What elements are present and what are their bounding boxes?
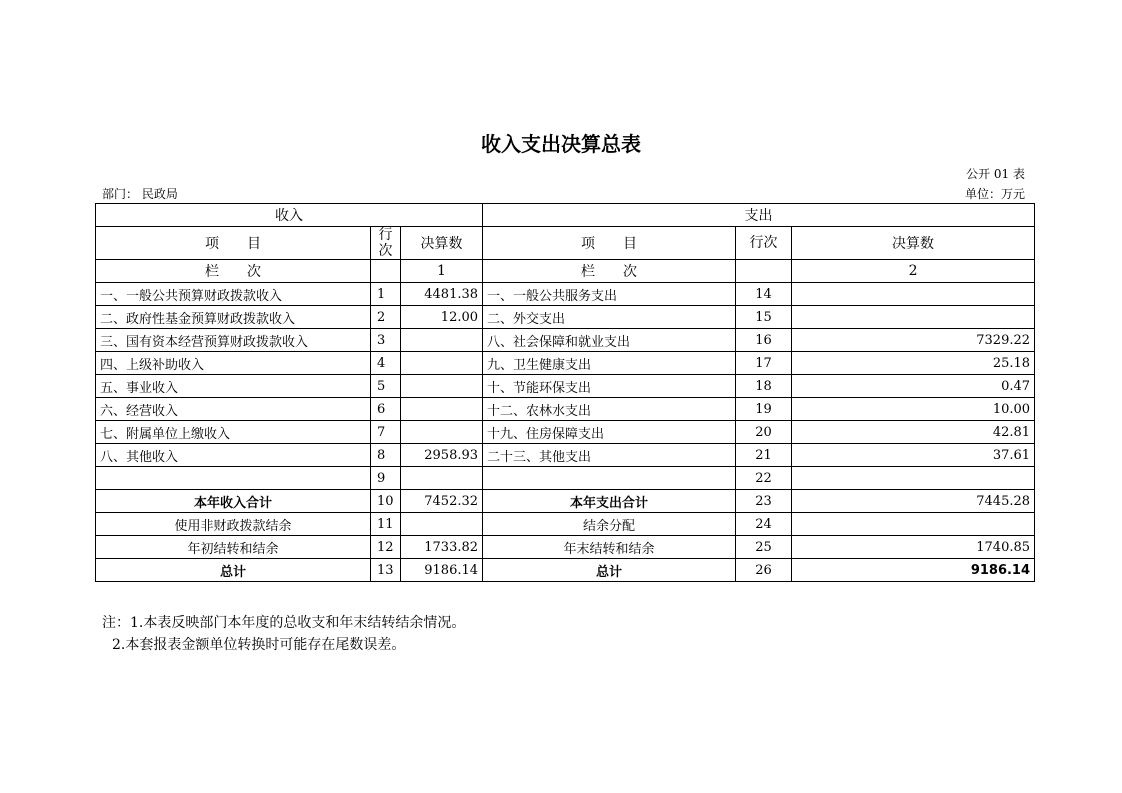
- income-amount: [401, 513, 483, 536]
- income-row-no-header: 行 次: [371, 227, 401, 260]
- column-index-row: [96, 260, 1035, 283]
- expense-item-name: 二、外交支出: [483, 306, 736, 329]
- income-amount: [401, 467, 483, 490]
- expense-amount: [792, 283, 1035, 306]
- income-item-header: 项 目: [96, 227, 371, 260]
- income-row-no: 10: [371, 490, 401, 513]
- expense-amount: 7329.22: [792, 329, 1035, 352]
- expense-amount: 9186.14: [792, 559, 1035, 582]
- expense-row-no: 19: [736, 398, 792, 421]
- income-expense-table: [95, 203, 1035, 582]
- income-item-name: 七、附属单位上缴收入: [96, 421, 371, 444]
- income-row-no: 4: [371, 352, 401, 375]
- expense-amount: [792, 306, 1035, 329]
- income-item-name: 八、其他收入: [96, 444, 371, 467]
- expense-item-name: 十二、农林水支出: [483, 398, 736, 421]
- table-row: [96, 513, 1035, 536]
- table-row: [96, 375, 1035, 398]
- expense-item-name: 总计: [483, 559, 736, 582]
- income-row-no: 7: [371, 421, 401, 444]
- expense-item-name: 九、卫生健康支出: [483, 352, 736, 375]
- income-amount: [401, 352, 483, 375]
- income-col-label: 栏 次: [96, 260, 371, 283]
- income-amount: 12.00: [401, 306, 483, 329]
- income-amount: 4481.38: [401, 283, 483, 306]
- table-row: [96, 559, 1035, 582]
- expense-col-blank: [736, 260, 792, 283]
- expense-item-name: [483, 467, 736, 490]
- expense-row-no: 20: [736, 421, 792, 444]
- income-amount: [401, 398, 483, 421]
- expense-amount: 37.61: [792, 444, 1035, 467]
- expense-section-header: 支出: [483, 204, 1035, 227]
- table-row: [96, 398, 1035, 421]
- income-row-no: 5: [371, 375, 401, 398]
- expense-item-name: 一、一般公共服务支出: [483, 283, 736, 306]
- table-row: [96, 536, 1035, 559]
- income-item-name: 三、国有资本经营预算财政拨款收入: [96, 329, 371, 352]
- expense-item-header: 项 目: [483, 227, 736, 260]
- income-amount: [401, 375, 483, 398]
- note-1: 注：1.本表反映部门本年度的总收支和年末结转结余情况。: [102, 615, 466, 631]
- income-item-name: [96, 467, 371, 490]
- expense-amount: 25.18: [792, 352, 1035, 375]
- income-row-no: 8: [371, 444, 401, 467]
- income-amount: 2958.93: [401, 444, 483, 467]
- expense-row-no: 14: [736, 283, 792, 306]
- income-item-name: 六、经营收入: [96, 398, 371, 421]
- income-amount: 9186.14: [401, 559, 483, 582]
- income-item-name: 使用非财政拨款结余: [96, 513, 371, 536]
- table-row: [96, 467, 1035, 490]
- income-item-name: 二、政府性基金预算财政拨款收入: [96, 306, 371, 329]
- income-row-no: 12: [371, 536, 401, 559]
- income-item-name: 总计: [96, 559, 371, 582]
- expense-item-name: 结余分配: [483, 513, 736, 536]
- income-row-no: 9: [371, 467, 401, 490]
- expense-row-no: 21: [736, 444, 792, 467]
- income-item-name: 年初结转和结余: [96, 536, 371, 559]
- expense-amount: [792, 467, 1035, 490]
- notes: [102, 612, 465, 656]
- expense-row-no: 25: [736, 536, 792, 559]
- expense-amount: 42.81: [792, 421, 1035, 444]
- expense-row-no: 26: [736, 559, 792, 582]
- expense-item-name: 八、社会保障和就业支出: [483, 329, 736, 352]
- column-header-row: [96, 227, 1035, 260]
- expense-item-name: 二十三、其他支出: [483, 444, 736, 467]
- report-title: 收入支出决算总表: [481, 132, 641, 156]
- expense-amount: 7445.28: [792, 490, 1035, 513]
- table-row: [96, 306, 1035, 329]
- expense-item-name: 年末结转和结余: [483, 536, 736, 559]
- income-item-name: 五、事业收入: [96, 375, 371, 398]
- expense-row-no: 17: [736, 352, 792, 375]
- income-row-no: 2: [371, 306, 401, 329]
- income-amount: 1733.82: [401, 536, 483, 559]
- table-row: [96, 490, 1035, 513]
- income-amount-header: 决算数: [401, 227, 483, 260]
- expense-amount: 1740.85: [792, 536, 1035, 559]
- unit-label: 单位：万元: [964, 187, 1025, 201]
- expense-amount: 0.47: [792, 375, 1035, 398]
- expense-row-no: 15: [736, 306, 792, 329]
- expense-col-index: 2: [792, 260, 1035, 283]
- table-row: [96, 352, 1035, 375]
- expense-item-name: 本年支出合计: [483, 490, 736, 513]
- expense-row-no: 23: [736, 490, 792, 513]
- income-section-header: 收入: [96, 204, 483, 227]
- form-number: 公开 01 表: [966, 167, 1025, 181]
- income-row-no: 1: [371, 283, 401, 306]
- income-row-no: 3: [371, 329, 401, 352]
- table-row: [96, 283, 1035, 306]
- income-item-name: 四、上级补助收入: [96, 352, 371, 375]
- income-row-no: 11: [371, 513, 401, 536]
- section-header-row: [96, 204, 1035, 227]
- expense-amount: [792, 513, 1035, 536]
- expense-row-no-header: 行次: [736, 227, 792, 260]
- income-col-blank: [371, 260, 401, 283]
- expense-col-label: 栏 次: [483, 260, 736, 283]
- income-amount: 7452.32: [401, 490, 483, 513]
- expense-item-name: 十九、住房保障支出: [483, 421, 736, 444]
- note-2: 2.本套报表金额单位转换时可能存在尾数误差。: [112, 637, 406, 653]
- expense-row-no: 18: [736, 375, 792, 398]
- income-row-no: 6: [371, 398, 401, 421]
- income-amount: [401, 421, 483, 444]
- table-row: [96, 421, 1035, 444]
- department-label: 部门： 民政局: [102, 187, 178, 201]
- expense-row-no: 22: [736, 467, 792, 490]
- income-item-name: 一、一般公共预算财政拨款收入: [96, 283, 371, 306]
- table-row: [96, 444, 1035, 467]
- expense-amount: 10.00: [792, 398, 1035, 421]
- expense-row-no: 24: [736, 513, 792, 536]
- income-amount: [401, 329, 483, 352]
- table-row: [96, 329, 1035, 352]
- income-col-index: 1: [401, 260, 483, 283]
- income-item-name: 本年收入合计: [96, 490, 371, 513]
- expense-item-name: 十、节能环保支出: [483, 375, 736, 398]
- expense-row-no: 16: [736, 329, 792, 352]
- expense-amount-header: 决算数: [792, 227, 1035, 260]
- income-row-no: 13: [371, 559, 401, 582]
